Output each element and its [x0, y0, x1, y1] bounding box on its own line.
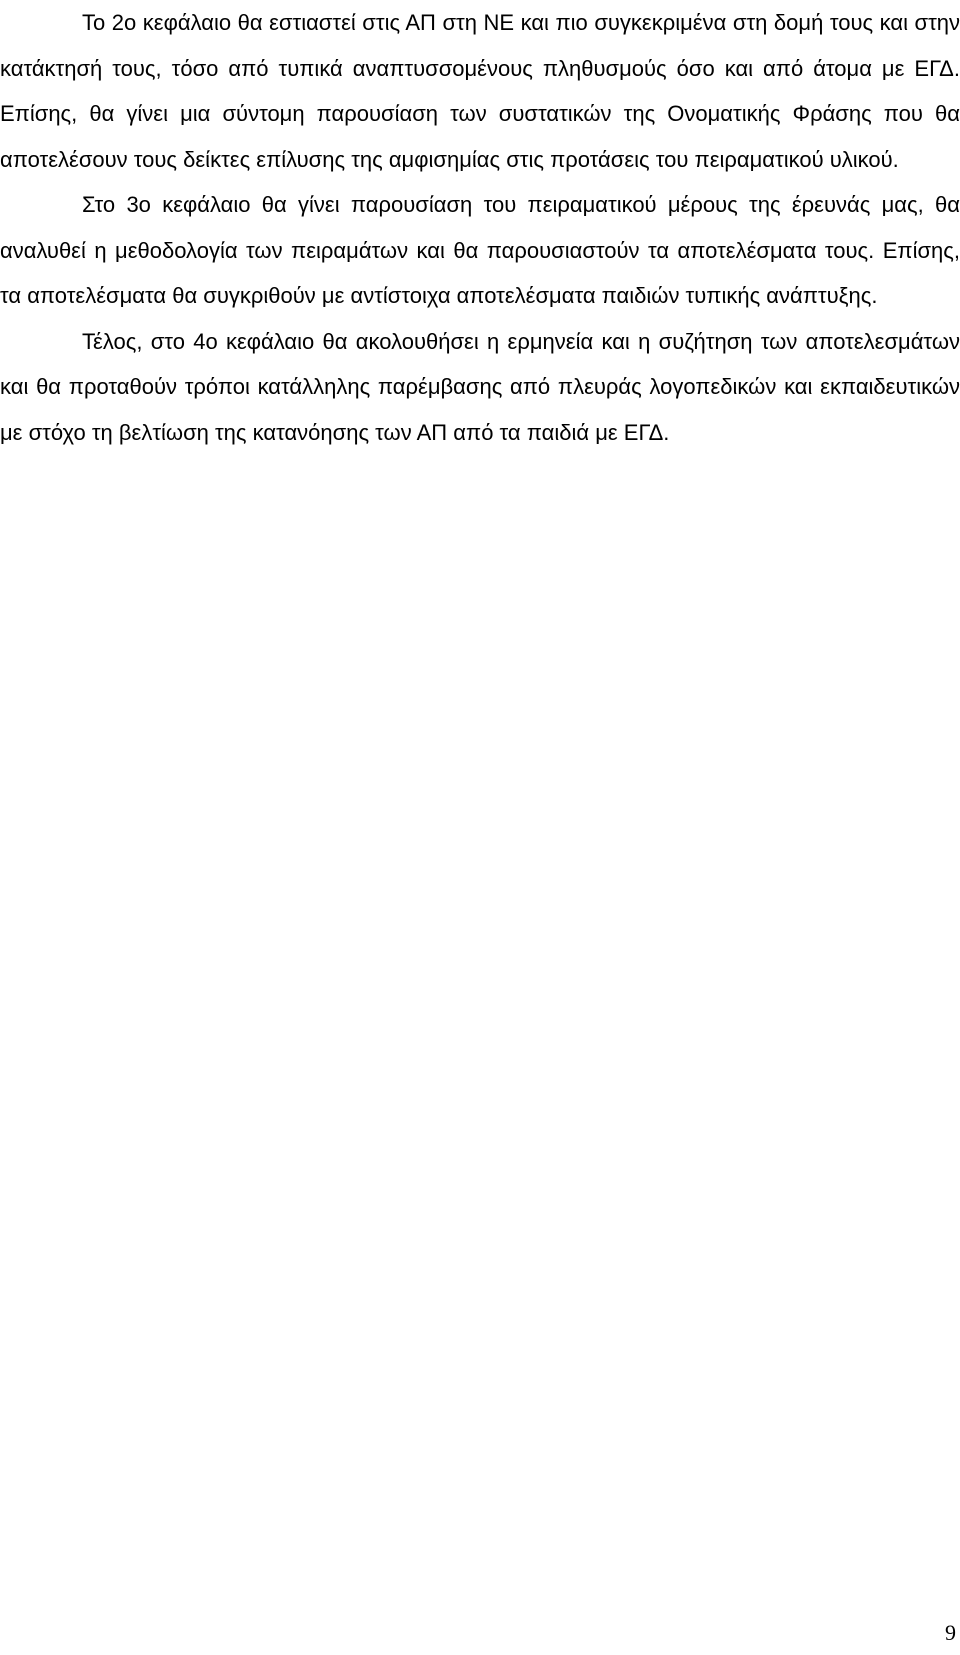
paragraph-chapter-4: Τέλος, στο 4ο κεφάλαιο θα ακολουθήσει η ερμηνεία και η συζήτηση των αποτελεσμάτων και θα προταθούν τρόποι κατάλληλης παρέμβασης από πλευράς λογοπεδικών και εκπαιδευτικών με στόχο τη βελτίωση της κατανόησης των ΑΠ από τα παιδιά με ΕΓΔ.	[0, 328, 960, 445]
body-text	[0, 0, 960, 455]
paragraph-chapter-2: Το 2ο κεφάλαιο θα εστιαστεί στις ΑΠ στη ΝΕ και πιο συγκεκριμένα στη δομή τους και στην κατάκτησή τους, τόσο από τυπικά αναπτυσσομένους πληθυσμούς όσο και από άτομα με ΕΓΔ. Επίσης, θα γίνει μια σύντομη παρουσίαση των συστατικών της Ονοματικής Φράσης που θα αποτελέσουν τους δείκτες επίλυσης της αμφισημίας στις προτάσεις του πειραματικού υλικού.	[0, 10, 960, 172]
page-number: 9	[945, 1620, 956, 1645]
paragraph-chapter-3: Στο 3ο κεφάλαιο θα γίνει παρουσίαση του πειραματικού μέρους της έρευνάς μας, θα αναλυθεί η μεθοδολογία των πειραμάτων και θα παρουσιαστούν τα αποτελέσματα τους. Επίσης, τα αποτελέσματα θα συγκριθούν με αντίστοιχα αποτελέσματα παιδιών τυπικής ανάπτυξης.	[0, 192, 960, 308]
